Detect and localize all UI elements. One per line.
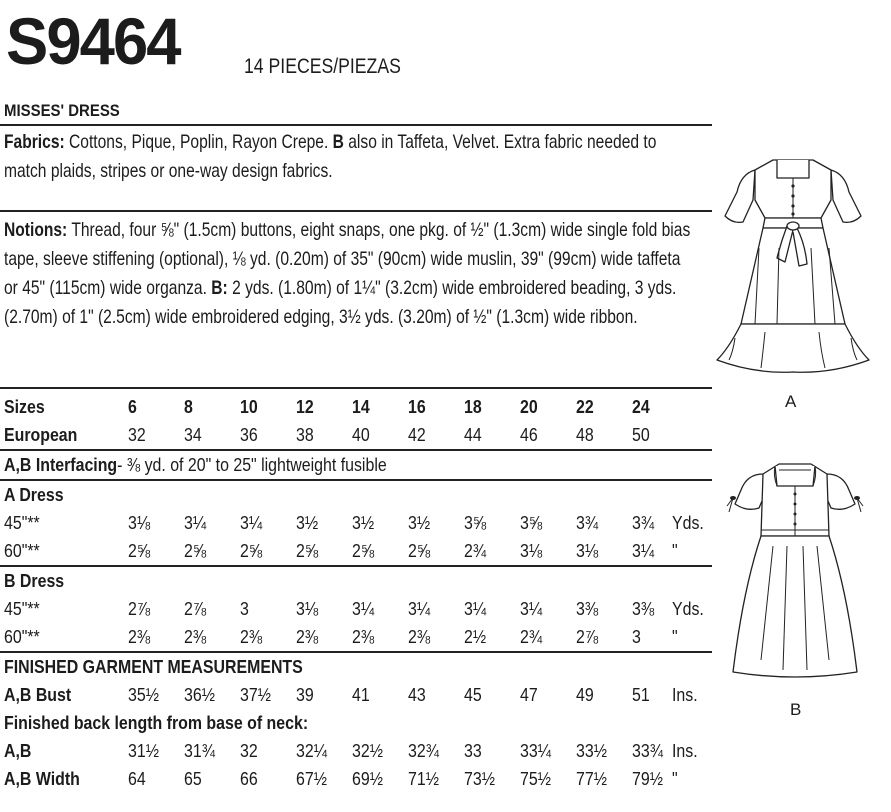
- b-dress-heading: [0, 566, 712, 595]
- back-length-heading: [0, 709, 712, 737]
- european-row-label: [0, 421, 128, 450]
- view-a-illustration: [715, 152, 871, 380]
- value-cell-text: 41: [352, 684, 370, 705]
- value-cell-text: 31¾: [184, 740, 215, 761]
- value-cell-text: 34: [184, 424, 202, 445]
- value-cell: [240, 681, 296, 709]
- value-cell: [184, 393, 240, 421]
- back-length-row: [0, 737, 712, 765]
- value-cell: [408, 737, 464, 765]
- value-cell: [464, 509, 520, 537]
- notions-b-text: 2 yds. (1.80m) of 1¼" (3.2cm) wide embroidered beading, 3 yds. (2.70m) of 1" (2.5cm) wide embroidered edging, 3½ yds. (3.20m) of ½" (1.3cm) wide ribbon.: [4, 277, 677, 328]
- value-cell: [576, 765, 632, 793]
- fabrics-label: Fabrics:: [4, 131, 65, 153]
- b-dress-45-row: [0, 595, 712, 623]
- value-cell: [576, 509, 632, 537]
- interfacing-cell: [0, 450, 712, 480]
- value-cell: [296, 537, 352, 566]
- finished-heading-label: [0, 652, 712, 681]
- finished-heading: [0, 652, 712, 681]
- value-cell-text: 3⅛: [576, 540, 599, 561]
- value-cell-text: 49: [576, 684, 594, 705]
- value-cell: [128, 393, 184, 421]
- value-cell: [184, 509, 240, 537]
- value-cell: [296, 737, 352, 765]
- view-b-illustration: [725, 460, 865, 680]
- value-cell-text: 40: [352, 424, 370, 445]
- value-cell-text: 2⅜: [352, 626, 375, 647]
- divider-notions: [0, 210, 712, 212]
- value-cell-text: 32¼: [296, 740, 327, 761]
- notions-text: Thread, four ⅝" (1.5cm) buttons, eight snaps, one pkg. of ½" (1.3cm) wide single fold bias tape, sleeve stiffening (optional), ⅛ yd. (0.20m) of 35" (90cm) wide muslin, 39" (99cm) wide taffeta or 45" (115cm) wide organza.: [4, 219, 691, 299]
- value-cell-text: 12: [296, 396, 314, 417]
- finished-heading-label-text: FINISHED GARMENT MEASUREMENTS: [4, 656, 303, 677]
- value-cell-text: 3: [240, 598, 249, 619]
- value-cell-text: 69½: [352, 768, 383, 789]
- value-cell-text: 3¾: [632, 512, 655, 533]
- value-cell-text: 71½: [408, 768, 439, 789]
- a-dress-heading-label-text: A Dress: [4, 484, 64, 505]
- value-cell: [352, 393, 408, 421]
- value-cell-text: 42: [408, 424, 426, 445]
- value-cell-text: 3⅛: [520, 540, 543, 561]
- value-cell-text: 3⅛: [296, 598, 319, 619]
- value-cell: [128, 737, 184, 765]
- divider-fabrics: [0, 124, 712, 126]
- value-cell: [240, 393, 296, 421]
- a-dress-60-row: [0, 537, 712, 566]
- value-cell: [352, 623, 408, 652]
- value-cell: [520, 421, 576, 450]
- yardage-chart: [0, 393, 712, 793]
- value-cell: [576, 623, 632, 652]
- value-cell-text: 20: [520, 396, 538, 417]
- value-cell: [632, 623, 672, 652]
- value-cell: [352, 595, 408, 623]
- value-cell: [576, 681, 632, 709]
- width-row-label: [0, 765, 128, 793]
- value-cell-text: 38: [296, 424, 314, 445]
- bust-row-unit: [672, 681, 712, 709]
- value-cell-text: 16: [408, 396, 426, 417]
- value-cell-text: 47: [520, 684, 538, 705]
- interfacing-row: [0, 450, 712, 480]
- value-cell-text: 39: [296, 684, 314, 705]
- value-cell: [240, 509, 296, 537]
- b-dress-heading-label: [0, 566, 712, 595]
- divider-chart: [0, 387, 712, 389]
- value-cell: [464, 421, 520, 450]
- value-cell-text: 33¾: [632, 740, 663, 761]
- value-cell: [464, 681, 520, 709]
- value-cell: [576, 737, 632, 765]
- b-dress-45-row-unit-text: Yds.: [672, 598, 704, 619]
- pattern-subtitle: MISSES' DRESS: [4, 101, 120, 120]
- a-dress-45-row-label-text: 45"**: [4, 512, 40, 533]
- view-b-label: B: [790, 700, 802, 719]
- value-cell-text: 8: [184, 396, 193, 417]
- value-cell: [408, 421, 464, 450]
- value-cell-text: 2⅝: [408, 540, 431, 561]
- value-cell: [184, 623, 240, 652]
- width-row: [0, 765, 712, 793]
- value-cell: [128, 595, 184, 623]
- fabrics-b-text: also in Taffeta, Velvet. Extra fabric needed to match plaids, stripes or one-way design fabrics.: [4, 131, 657, 182]
- value-cell: [632, 393, 672, 421]
- european-row: [0, 421, 712, 450]
- value-cell-text: 2⅝: [352, 540, 375, 561]
- value-cell-text: 18: [464, 396, 482, 417]
- value-cell: [464, 737, 520, 765]
- value-cell: [408, 509, 464, 537]
- fabrics-paragraph: [4, 128, 692, 186]
- notions-label: Notions:: [4, 219, 68, 241]
- value-cell: [632, 509, 672, 537]
- value-cell-text: 3⅜: [576, 598, 599, 619]
- bust-row-label-text: A,B Bust: [4, 684, 72, 705]
- value-cell-text: 32: [128, 424, 146, 445]
- value-cell: [184, 421, 240, 450]
- value-cell: [240, 623, 296, 652]
- a-dress-heading: [0, 480, 712, 509]
- value-cell-text: 2⅞: [128, 598, 151, 619]
- fabrics-b-label: B: [332, 131, 344, 153]
- value-cell-text: 10: [240, 396, 258, 417]
- value-cell: [520, 509, 576, 537]
- interfacing-value: - ⅜ yd. of 20" to 25" lightweight fusible: [117, 454, 387, 475]
- value-cell-text: 73½: [464, 768, 495, 789]
- value-cell: [240, 537, 296, 566]
- value-cell: [128, 537, 184, 566]
- value-cell: [240, 737, 296, 765]
- value-cell-text: 33¼: [520, 740, 551, 761]
- value-cell: [128, 765, 184, 793]
- back-length-row-label: [0, 737, 128, 765]
- value-cell-text: 3½: [296, 512, 319, 533]
- value-cell-text: 3⅜: [632, 598, 655, 619]
- value-cell-text: 32½: [352, 740, 383, 761]
- sizes-row-unit: [672, 393, 712, 421]
- value-cell-text: 33½: [576, 740, 607, 761]
- value-cell-text: 2⅜: [296, 626, 319, 647]
- value-cell: [296, 509, 352, 537]
- value-cell: [352, 765, 408, 793]
- back-length-heading-label: [0, 709, 712, 737]
- value-cell: [632, 595, 672, 623]
- value-cell: [576, 421, 632, 450]
- value-cell-text: 3½: [352, 512, 375, 533]
- value-cell-text: 3¼: [184, 512, 207, 533]
- back-length-row-label-text: A,B: [4, 740, 32, 761]
- b-dress-60-row-unit-text: ": [672, 626, 678, 647]
- value-cell-text: 3: [632, 626, 641, 647]
- value-cell: [408, 681, 464, 709]
- value-cell: [632, 421, 672, 450]
- value-cell-text: 24: [632, 396, 650, 417]
- value-cell-text: 50: [632, 424, 650, 445]
- sizes-row: [0, 393, 712, 421]
- value-cell-text: 2⅜: [184, 626, 207, 647]
- value-cell-text: 2⅞: [576, 626, 599, 647]
- value-cell-text: 64: [128, 768, 146, 789]
- value-cell-text: 2¾: [464, 540, 487, 561]
- back-length-row-unit: [672, 737, 712, 765]
- width-row-unit-text: ": [672, 768, 678, 789]
- value-cell-text: 46: [520, 424, 538, 445]
- value-cell-text: 2⅝: [184, 540, 207, 561]
- value-cell-text: 3¼: [632, 540, 655, 561]
- a-dress-45-row-unit-text: Yds.: [672, 512, 704, 533]
- a-dress-45-row: [0, 509, 712, 537]
- value-cell: [464, 595, 520, 623]
- value-cell: [520, 623, 576, 652]
- value-cell: [184, 765, 240, 793]
- value-cell: [296, 393, 352, 421]
- value-cell-text: 37½: [240, 684, 271, 705]
- value-cell-text: 3⅛: [128, 512, 151, 533]
- bust-row-label: [0, 681, 128, 709]
- value-cell: [520, 681, 576, 709]
- b-dress-60-row: [0, 623, 712, 652]
- value-cell-text: 2½: [464, 626, 487, 647]
- value-cell-text: 2⅜: [128, 626, 151, 647]
- european-row-unit: [672, 421, 712, 450]
- value-cell: [352, 537, 408, 566]
- value-cell: [464, 393, 520, 421]
- value-cell: [128, 421, 184, 450]
- interfacing-label: A,B Interfacing: [4, 454, 118, 475]
- b-dress-60-row-label: [0, 623, 128, 652]
- value-cell: [408, 765, 464, 793]
- value-cell-text: 36½: [184, 684, 215, 705]
- value-cell: [520, 537, 576, 566]
- value-cell: [184, 595, 240, 623]
- value-cell: [576, 537, 632, 566]
- piece-count: 14 PIECES/PIEZAS: [244, 55, 401, 78]
- value-cell: [240, 595, 296, 623]
- value-cell: [128, 623, 184, 652]
- value-cell: [576, 595, 632, 623]
- value-cell: [296, 681, 352, 709]
- value-cell: [296, 595, 352, 623]
- value-cell-text: 3⅝: [464, 512, 487, 533]
- value-cell: [632, 737, 672, 765]
- value-cell-text: 32¾: [408, 740, 439, 761]
- a-dress-heading-label: [0, 480, 712, 509]
- b-dress-60-row-unit: [672, 623, 712, 652]
- value-cell: [464, 537, 520, 566]
- back-length-heading-label-text: Finished back length from base of neck:: [4, 712, 309, 733]
- a-dress-45-row-label: [0, 509, 128, 537]
- value-cell: [632, 765, 672, 793]
- value-cell-text: 14: [352, 396, 370, 417]
- value-cell-text: 31½: [128, 740, 159, 761]
- a-dress-60-row-label: [0, 537, 128, 566]
- value-cell: [520, 765, 576, 793]
- value-cell-text: 44: [464, 424, 482, 445]
- value-cell: [632, 681, 672, 709]
- value-cell-text: 2⅞: [184, 598, 207, 619]
- bust-row-unit-text: Ins.: [672, 684, 698, 705]
- back-length-row-unit-text: Ins.: [672, 740, 698, 761]
- value-cell: [296, 421, 352, 450]
- value-cell-text: 2⅝: [128, 540, 151, 561]
- value-cell-text: 3¼: [408, 598, 431, 619]
- value-cell-text: 36: [240, 424, 258, 445]
- value-cell-text: 48: [576, 424, 594, 445]
- value-cell: [184, 737, 240, 765]
- b-dress-45-row-label-text: 45"**: [4, 598, 40, 619]
- value-cell-text: 65: [184, 768, 202, 789]
- value-cell-text: 3¼: [464, 598, 487, 619]
- value-cell: [408, 393, 464, 421]
- b-dress-45-row-label: [0, 595, 128, 623]
- value-cell-text: 3¾: [576, 512, 599, 533]
- value-cell: [128, 509, 184, 537]
- value-cell: [296, 765, 352, 793]
- value-cell-text: 2⅜: [408, 626, 431, 647]
- value-cell-text: 2⅝: [296, 540, 319, 561]
- value-cell: [408, 623, 464, 652]
- a-dress-60-row-label-text: 60"**: [4, 540, 40, 561]
- value-cell-text: 79½: [632, 768, 663, 789]
- a-dress-60-row-unit-text: ": [672, 540, 678, 561]
- value-cell-text: 3¼: [240, 512, 263, 533]
- value-cell-text: 66: [240, 768, 258, 789]
- value-cell-text: 77½: [576, 768, 607, 789]
- value-cell-text: 33: [464, 740, 482, 761]
- pattern-number: S9464: [6, 4, 180, 78]
- value-cell: [128, 681, 184, 709]
- value-cell-text: 3⅝: [520, 512, 543, 533]
- value-cell: [408, 595, 464, 623]
- value-cell-text: 3¼: [352, 598, 375, 619]
- european-row-label-text: European: [4, 424, 78, 445]
- value-cell: [464, 765, 520, 793]
- value-cell: [352, 681, 408, 709]
- value-cell-text: 3¼: [520, 598, 543, 619]
- value-cell: [520, 393, 576, 421]
- value-cell: [520, 737, 576, 765]
- width-row-unit: [672, 765, 712, 793]
- fabrics-text: Cottons, Pique, Poplin, Rayon Crepe.: [64, 131, 333, 153]
- value-cell: [576, 393, 632, 421]
- value-cell-text: 43: [408, 684, 426, 705]
- value-cell-text: 6: [128, 396, 137, 417]
- value-cell: [408, 537, 464, 566]
- value-cell-text: 45: [464, 684, 482, 705]
- value-cell: [184, 537, 240, 566]
- value-cell-text: 2⅝: [240, 540, 263, 561]
- view-a-label: A: [785, 392, 797, 411]
- b-dress-60-row-label-text: 60"**: [4, 626, 40, 647]
- interfacing-text: [4, 454, 387, 476]
- sizes-row-label-text: Sizes: [4, 396, 45, 417]
- value-cell-text: 3½: [408, 512, 431, 533]
- a-dress-45-row-unit: [672, 509, 712, 537]
- notions-b-label: B:: [211, 277, 228, 299]
- value-cell: [352, 509, 408, 537]
- value-cell-text: 67½: [296, 768, 327, 789]
- b-dress-45-row-unit: [672, 595, 712, 623]
- value-cell: [632, 537, 672, 566]
- value-cell-text: 2¾: [520, 626, 543, 647]
- value-cell-text: 51: [632, 684, 650, 705]
- value-cell: [184, 681, 240, 709]
- a-dress-60-row-unit: [672, 537, 712, 566]
- value-cell: [520, 595, 576, 623]
- value-cell-text: 75½: [520, 768, 551, 789]
- value-cell-text: 32: [240, 740, 258, 761]
- value-cell: [296, 623, 352, 652]
- b-dress-heading-label-text: B Dress: [4, 570, 65, 591]
- value-cell: [352, 737, 408, 765]
- value-cell: [464, 623, 520, 652]
- value-cell: [240, 421, 296, 450]
- sizes-row-label: [0, 393, 128, 421]
- bust-row: [0, 681, 712, 709]
- value-cell: [352, 421, 408, 450]
- value-cell: [240, 765, 296, 793]
- value-cell-text: 35½: [128, 684, 159, 705]
- value-cell-text: 2⅜: [240, 626, 263, 647]
- value-cell-text: 22: [576, 396, 594, 417]
- width-row-label-text: A,B Width: [4, 768, 80, 789]
- notions-paragraph: [4, 216, 692, 332]
